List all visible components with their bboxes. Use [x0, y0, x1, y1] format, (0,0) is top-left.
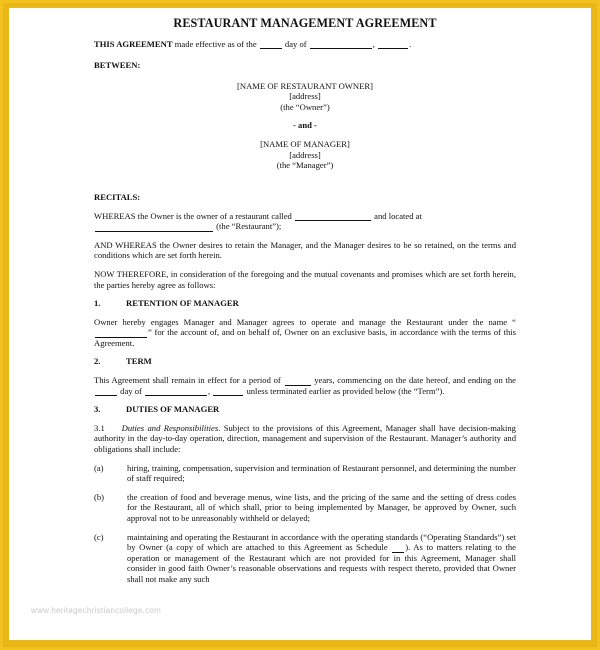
now-therefore: NOW THEREFORE, in consideration of the foregoing and the mutual covenants and promises which are set forth herein, the parties hereby agree as follows:	[94, 268, 516, 290]
item-c-text-b: ). As to matters relating to the operation or management of the Restaurant which are not provided for in this Agreement, Manager shall consider in good faith Owner’s reasonable observations and requests with respect thereto, provided that Owner shall not make any such	[127, 542, 516, 584]
subsection-3-1-title: Duties and Responsibilities	[121, 422, 219, 433]
section-1-heading	[94, 298, 516, 309]
owner-address: [address]	[289, 91, 321, 102]
list-item	[94, 532, 516, 585]
blank-line	[145, 386, 207, 396]
section-2-text-b: years, commencing on the date hereof, and ending on the	[311, 375, 516, 386]
section-3-heading	[94, 404, 516, 415]
subsection-3-1-number: 3.1	[94, 422, 105, 433]
manager-alias: (the “Manager”)	[276, 160, 334, 171]
section-2-heading	[94, 356, 516, 367]
blank-line	[95, 222, 213, 232]
list-item-text	[127, 532, 516, 585]
section-1-number: 1.	[94, 298, 101, 309]
recital-1-text-c: (the “Restaurant”);	[214, 221, 282, 232]
list-item-label: (b)	[94, 491, 105, 502]
list-item-text: the creation of food and beverage menus, wine lists, and the pricing of the same and the setting of dress codes for the Restaurant, all of which shall, prior to being implemented by Manager, be approved by Owner, such approval not to be unreasonably withheld or delayed;	[127, 491, 516, 523]
blank-line	[285, 376, 311, 386]
section-2-title: TERM	[126, 356, 152, 367]
section-1-text-a: Owner hereby engages Manager and Manager agrees to operate and manage the Restaurant under the name “	[94, 316, 516, 327]
between-label: BETWEEN:	[94, 60, 141, 71]
recitals-label: RECITALS:	[94, 191, 141, 202]
list-item	[94, 492, 516, 524]
recital-1	[94, 211, 516, 232]
document-title: RESTAURANT MANAGEMENT AGREEMENT	[173, 16, 437, 30]
document-frame	[3, 3, 597, 647]
list-item	[94, 463, 516, 484]
list-item-label: (a)	[94, 462, 104, 473]
section-1-text	[94, 317, 516, 349]
list-item-label: (c)	[94, 531, 104, 542]
section-1-title: RETENTION OF MANAGER	[126, 298, 239, 309]
owner-block	[94, 81, 516, 113]
intro-paragraph: THIS AGREEMENT made effective as of the day of , .	[94, 38, 412, 49]
blank-line	[260, 39, 282, 49]
subsection-3-1-text: . Subject to the provisions of this Agreement, Manager shall have decision-making authority in the day-to-day operation, direction, management and supervision of the Restaurant. Manager’s authority and obligations shall include:	[94, 422, 516, 455]
section-2-number: 2.	[94, 356, 101, 367]
recital-1-text-a: WHEREAS the Owner is the owner of a restaurant called	[94, 210, 294, 221]
intro-text-1: made effective as of the	[172, 38, 259, 49]
document-page	[9, 8, 591, 640]
blank-line	[95, 386, 117, 396]
section-2-text: This Agreement shall remain in effect for a period of years, commencing on the date hereof, and ending on the day of , unless terminated earlier as provided below (the “Term”).	[94, 375, 516, 396]
blank-line	[95, 328, 147, 338]
blank-line	[310, 39, 372, 49]
watermark: www.heritagechristiancollege.com	[31, 606, 162, 615]
recital-2: AND WHEREAS the Owner desires to retain the Manager, and the Manager desires to be so retained, on the terms and conditions which are set forth herein.	[94, 239, 516, 261]
blank-line	[378, 39, 408, 49]
owner-alias: (the “Owner”)	[280, 101, 330, 112]
section-2-text-d: unless terminated earlier as provided below (the “Term”).	[244, 385, 445, 396]
intro-text-2: day of	[282, 38, 309, 49]
list-item-text: hiring, training, compensation, supervision and termination of Restaurant personnel, and determining the number of staff required;	[127, 462, 517, 484]
item-c-text-a: maintaining and operating the Restaurant in accordance with the operating standards (“Operating Standards”) set by Owner (a copy of which are attached to this Agreement as Schedule	[127, 531, 516, 553]
section-3-title: DUTIES OF MANAGER	[126, 404, 220, 415]
blank-line	[295, 211, 371, 221]
section-3-number: 3.	[94, 404, 101, 415]
blank-line	[392, 543, 404, 553]
agreement-body	[94, 18, 516, 585]
recital-1-text-b: and located at	[371, 210, 422, 221]
manager-name: [NAME OF MANAGER]	[260, 139, 350, 150]
and-label: - and -	[293, 119, 317, 130]
blank-line	[213, 386, 243, 396]
subsection-3-1	[94, 423, 516, 455]
section-1-text-b: ” for the account of, and on behalf of, Owner on an exclusive basis, in accordance with the terms of this Agreement.	[94, 327, 516, 348]
manager-block	[94, 139, 516, 171]
manager-address: [address]	[289, 149, 321, 160]
section-2-text-a: This Agreement shall remain in effect for a period of	[94, 375, 284, 386]
intro-bold: THIS AGREEMENT	[94, 38, 173, 49]
owner-name: [NAME OF RESTAURANT OWNER]	[237, 80, 373, 91]
section-2-text-c: day of	[118, 385, 145, 396]
